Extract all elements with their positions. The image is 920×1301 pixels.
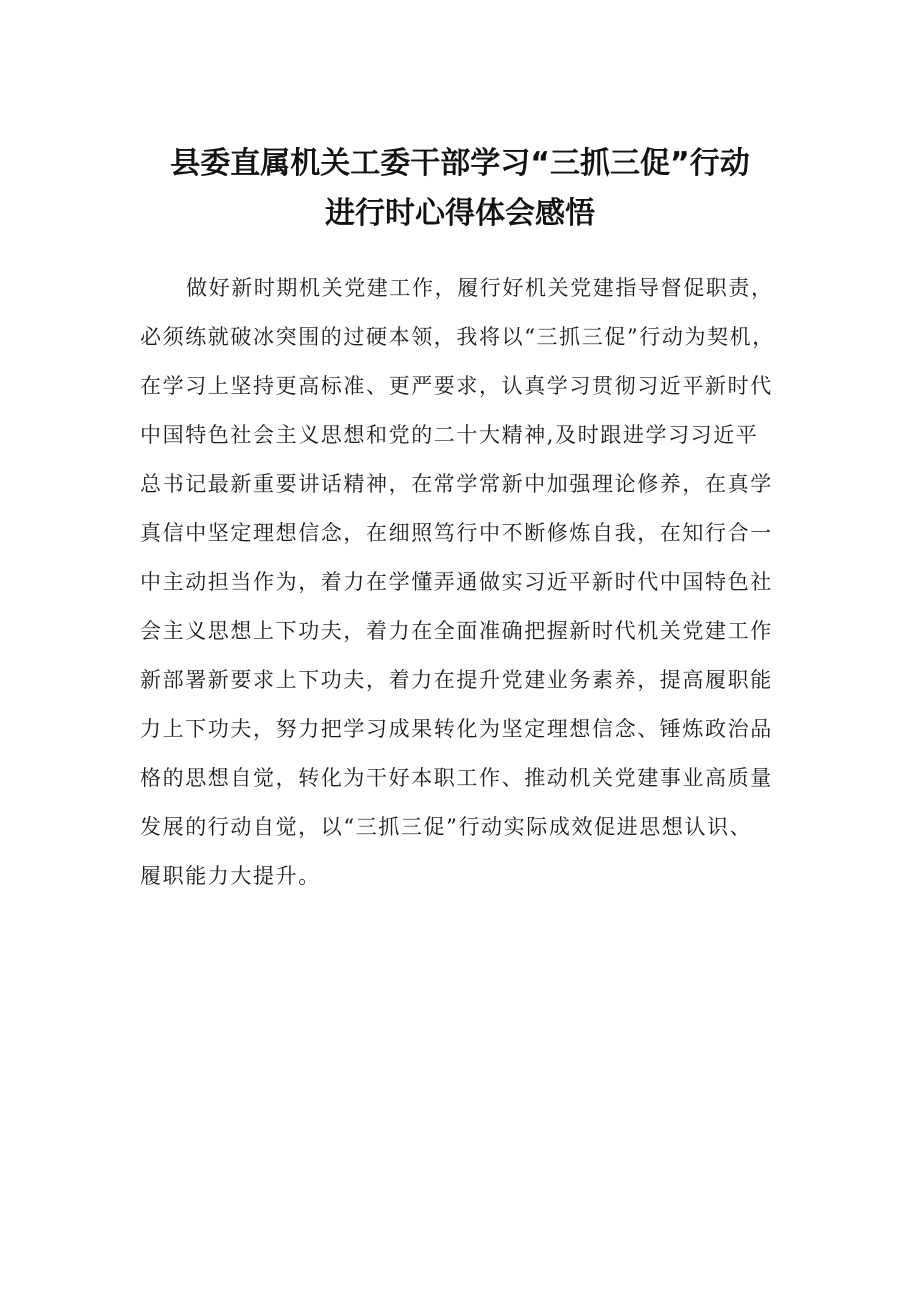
document-title-line-2: 进行时心得体会感悟 — [325, 196, 595, 231]
document-title-line-1: 县委直属机关工委干部学习“三抓三促”行动 — [170, 146, 750, 181]
paragraph-line: 会主义思想上下功夫，着力在全面准确把握新时代机关党建工作 — [140, 619, 773, 643]
paragraph-line: 中主动担当作为，着力在学懂弄通做实习近平新时代中国特色社 — [140, 570, 773, 594]
paragraph-line: 在学习上坚持更高标准、更严要求，认真学习贯彻习近平新时代 — [140, 374, 773, 398]
paragraph-line: 发展的行动自觉，以“三抓三促”行动实际成效促进思想认识、 — [140, 815, 753, 839]
paragraph-line: 做好新时期机关党建工作，履行好机关党建指导督促职责， — [186, 276, 774, 300]
paragraph-line: 必须练就破冰突围的过硬本领，我将以“三抓三促”行动为契机， — [140, 325, 775, 349]
paragraph-line: 格的思想自觉，转化为干好本职工作、推动机关党建事业高质量 — [140, 766, 773, 790]
paragraph-line: 中国特色社会主义思想和党的二十大精神,及时跟进学习习近平 — [140, 423, 759, 447]
paragraph-line: 真信中坚定理想信念，在细照笃行中不断修炼自我，在知行合一 — [140, 521, 773, 545]
paragraph-line: 新部署新要求上下功夫，着力在提升党建业务素养，提高履职能 — [140, 668, 773, 692]
paragraph-line: 履职能力大提升。 — [140, 864, 321, 888]
paragraph-line: 力上下功夫，努力把学习成果转化为坚定理想信念、锤炼政治品 — [140, 717, 773, 741]
paragraph-line: 总书记最新重要讲话精神，在常学常新中加强理论修养，在真学 — [140, 472, 773, 496]
